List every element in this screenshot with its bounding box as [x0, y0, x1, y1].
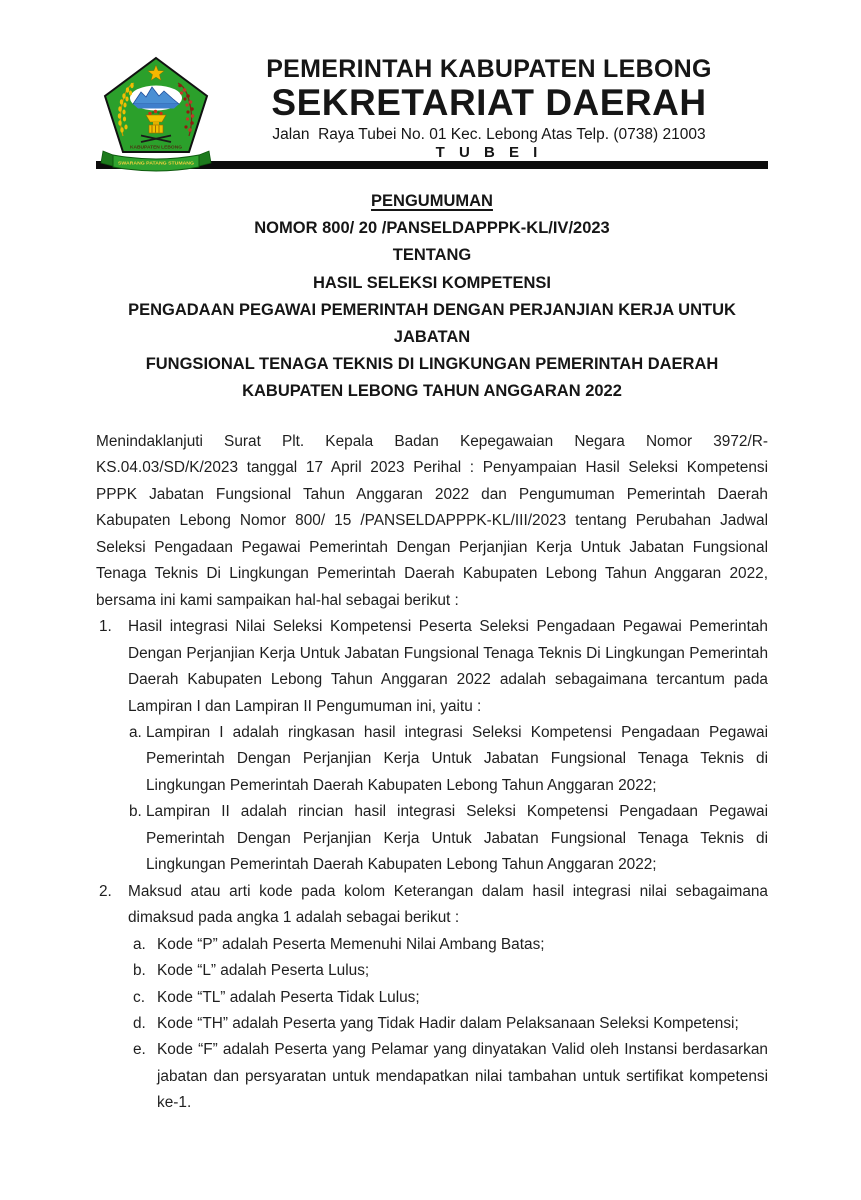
document-body	[96, 429, 768, 1117]
letterhead-text	[212, 56, 766, 161]
sub-item-2c	[128, 985, 768, 1011]
list-item-text: Maksud atau arti kode pada kolom Keterangan dalam hasil integrasi nilai sebagaimana dimaksud pada angka 1 adalah sebagai berikut :	[128, 882, 768, 927]
sub-item-text: Kode “F” adalah Peserta yang Pelamar yang dinyatakan Valid oleh Instansi berdasarkan jabatan dan persyaratan untuk mendapatkan nilai tambahan untuk sertifikat kompetensi ke-1.	[157, 1041, 768, 1112]
government-name: PEMERINTAH KABUPATEN LEBONG	[266, 55, 712, 83]
sub-marker: c.	[133, 988, 145, 1006]
document-number: NOMOR 800/ 20 /PANSELDAPPPK-KL/IV/2023	[254, 219, 610, 238]
tentang-label: TENTANG	[392, 246, 472, 265]
department-name: SEKRETARIAT DAERAH	[271, 82, 707, 123]
sub-marker: a.	[133, 935, 146, 953]
seal-lake	[133, 104, 179, 109]
list-item-2	[96, 879, 768, 1117]
sub-marker: d.	[133, 1014, 146, 1032]
sub-item-text: Kode “L” adalah Peserta Lulus;	[157, 962, 370, 980]
list-item-text: Hasil integrasi Nilai Seleksi Kompetensi Peserta Seleksi Pengadaan Pegawai Pemerintah Dengan Perjanjian Kerja Untuk Jabatan Fungsional Tenaga Teknis Di Lingkungan Pemerintah Daerah Kabupaten Lebong Tahun Anggaran 2022 adalah sebagaimana tercantum pada Lampiran I dan Lampiran II Pengumuman ini, yaitu :	[128, 618, 768, 715]
document-heading: PENGUMUMAN	[371, 192, 493, 210]
seal-label: KABUPATEN LEBONG	[130, 145, 182, 151]
list-item-1	[96, 614, 768, 879]
subject-line: FUNGSIONAL TENAGA TEKNIS DI LINGKUNGAN PEMERINTAH DAERAH	[145, 355, 719, 374]
sub-item-text: Kode “TL” adalah Peserta Tidak Lulus;	[157, 988, 420, 1006]
sub-item-1b	[128, 799, 768, 878]
city-line: T U B E I	[435, 144, 543, 161]
list-marker: 2.	[99, 882, 112, 900]
subject-line: HASIL SELEKSI KOMPETENSI	[312, 273, 552, 292]
sub-marker: b.	[129, 803, 142, 821]
sub-marker: e.	[133, 1041, 146, 1059]
subject-line: KABUPATEN LEBONG TAHUN ANGGARAN 2022	[242, 382, 622, 401]
seal-motto: SWARANG PATANG STUMANG	[118, 160, 194, 166]
list-marker: 1.	[99, 618, 112, 636]
sub-marker: b.	[133, 962, 146, 980]
sub-item-text: Lampiran II adalah rincian hasil integrasi Seleksi Kompetensi Pengadaan Pegawai Pemerintah Dengan Perjanjian Kerja Untuk Jabatan Fungsional Tenaga Teknis di Lingkungan Pemerintah Daerah Kabupaten Lebong Tahun Anggaran 2022;	[146, 803, 768, 874]
sub-item-2e	[128, 1037, 768, 1116]
address-line: Jalan Raya Tubei No. 01 Kec. Lebong Atas Telp. (0738) 21003	[272, 126, 706, 143]
sub-item-text: Lampiran I adalah ringkasan hasil integrasi Seleksi Kompetensi Pengadaan Pegawai Pemerintah Dengan Perjanjian Kerja Untuk Jabatan Fungsional Tenaga Teknis di Lingkungan Pemerintah Daerah Kabupaten Lebong Tahun Anggaran 2022;	[146, 723, 768, 794]
seal-ribbon	[101, 151, 211, 171]
title-block	[96, 188, 768, 406]
sub-item-1a	[128, 720, 768, 799]
sub-item-2a	[128, 932, 768, 958]
sub-item-text: Kode “TH” adalah Peserta yang Tidak Hadir dalam Pelaksanaan Seleksi Kompetensi;	[157, 1014, 739, 1032]
sub-item-2b	[128, 958, 768, 984]
subject-line: PENGADAAN PEGAWAI PEMERINTAH DENGAN PERJANJIAN KERJA UNTUK JABATAN	[128, 300, 736, 347]
lebong-regency-seal-icon	[100, 56, 212, 176]
sub-item-text: Kode “P” adalah Peserta Memenuhi Nilai Ambang Batas;	[157, 935, 545, 953]
opening-paragraph: Menindaklanjuti Surat Plt. Kepala Badan Kepegawaian Negara Nomor 3972/R-KS.04.03/SD/K/2023 tanggal 17 April 2023 Perihal : Penyampaian Hasil Seleksi Kompetensi PPPK Jabatan Fungsional Tahun Anggaran 2022 dan Pengumuman Pemerintah Daerah Kabupaten Lebong Nomor 800/ 15 /PANSELDAPPPK-KL/III/2023 tentang Perubahan Jadwal Seleksi Pengadaan Pegawai Pemerintah Dengan Perjanjian Kerja Untuk Jabatan Fungsional Tenaga Teknis Di Lingkungan Pemerintah Daerah Kabupaten Lebong Tahun Anggaran 2022, bersama ini kami sampaikan hal-hal sebagai berikut :	[96, 433, 768, 609]
sub-item-2d	[128, 1011, 768, 1037]
sub-marker: a.	[129, 723, 142, 741]
